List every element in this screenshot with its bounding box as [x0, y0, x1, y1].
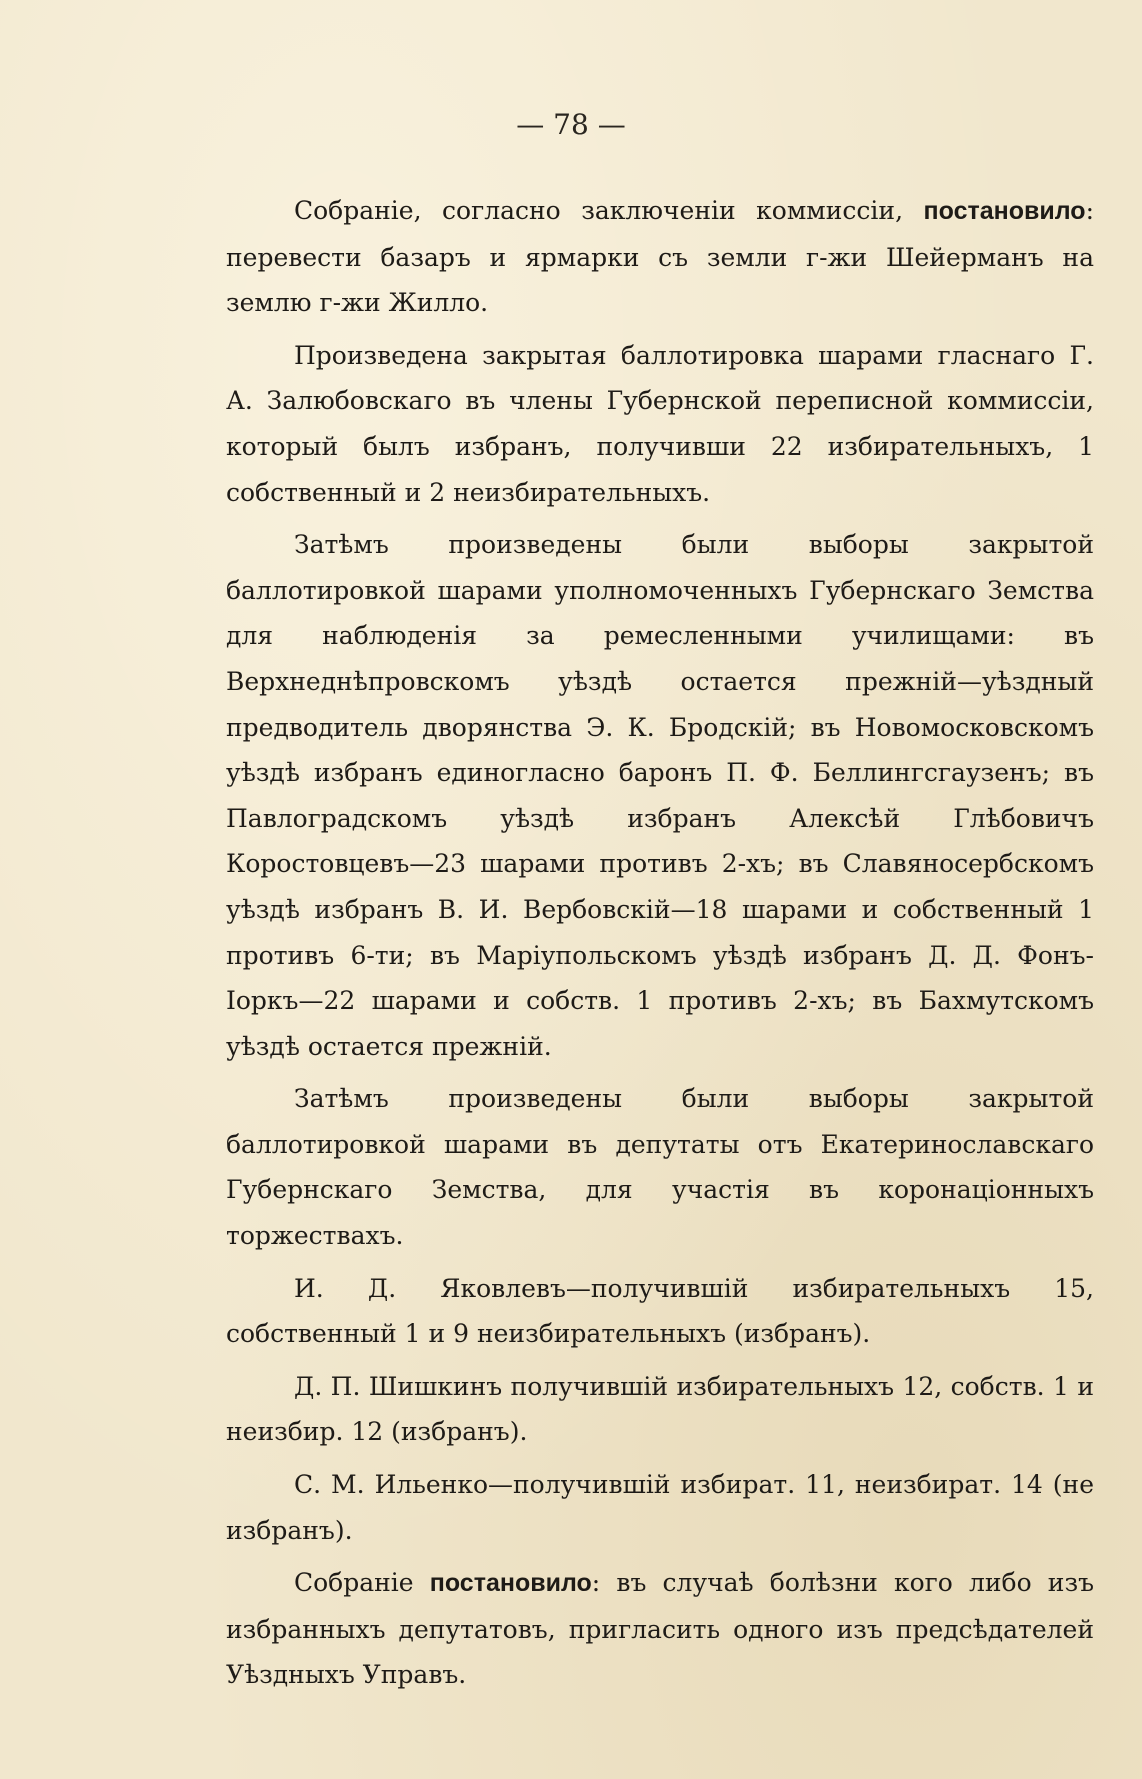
- paragraph-resolution-substitute: [226, 1560, 1094, 1698]
- paragraph-ballot-census-commission: Произведена закрытая баллотировка шарами гласнаго Г. А. Залюбовскаго въ члены Губернской переписной коммиссіи, который былъ избранъ, получивши 22 избирательныхъ, 1 собственный и 2 неизбирательныхъ.: [226, 340, 1094, 507]
- page-number: — 78 —: [516, 108, 626, 141]
- resolution-keyword: постановило: [429, 1569, 592, 1598]
- paragraph-resolution-bazaar: [226, 188, 1094, 326]
- paragraph-ballot-coronation-deputies: Затѣмъ произведены были выборы закрытой баллотировкой шарами въ депутаты отъ Екатеринославскаго Губернскаго Земства, для участія въ коронаціонныхъ торжествахъ.: [226, 1084, 1094, 1251]
- paragraph-text-start: Собраніе: [294, 1568, 430, 1598]
- paragraph-result-shishkin: Д. П. Шишкинъ получившій избирательныхъ 12, собств. 1 и неизбир. 12 (избранъ).: [226, 1371, 1094, 1447]
- resolution-keyword: постановило: [923, 197, 1086, 225]
- paragraph-result-yakovlev: И. Д. Яковлевъ—получившій избирательныхъ 15, собственный 1 и 9 неизбирательныхъ (избранъ).: [226, 1273, 1094, 1349]
- document-body: [226, 188, 1094, 1705]
- paragraph-text-end: : перевести базаръ и ярмарки съ земли г-жи Шейерманъ на землю г-жи Жилло.: [226, 196, 1094, 318]
- paragraph-text-end: : въ случаѣ болѣзни кого либо изъ избранныхъ депутатовъ, пригласить одного изъ предсѣдателей Уѣздныхъ Управъ.: [226, 1568, 1094, 1690]
- paragraph-text-start: Собраніе, согласно заключеніи коммиссіи,: [294, 196, 924, 225]
- paragraph-ballot-school-supervisors: Затѣмъ произведены были выборы закрытой баллотировкой шарами уполномоченныхъ Губернскаго Земства для наблюденія за ремесленными училищами: въ Верхнеднѣпровскомъ уѣздѣ остается прежній—уѣздный предводитель дворянства Э. К. Бродскій; въ Новомосковскомъ уѣздѣ избранъ единогласно баронъ П. Ф. Беллингсгаузенъ; въ Павлоградскомъ уѣздѣ избранъ Алексѣй Глѣбовичъ Коростовцевъ—23 шарами противъ 2-хъ; въ Славяносербскомъ уѣздѣ избранъ В. И. Вербовскій—18 шарами и собственный 1 противъ 6-ти; въ Маріупольскомъ уѣздѣ избранъ Д. Д. Фонъ-Іоркъ—22 шарами и собств. 1 противъ 2-хъ; въ Бахмутскомъ уѣздѣ остается прежній.: [226, 530, 1094, 1061]
- paragraph-result-ilenko: С. М. Ильенко—получившій избират. 11, неизбират. 14 (не избранъ).: [226, 1470, 1094, 1545]
